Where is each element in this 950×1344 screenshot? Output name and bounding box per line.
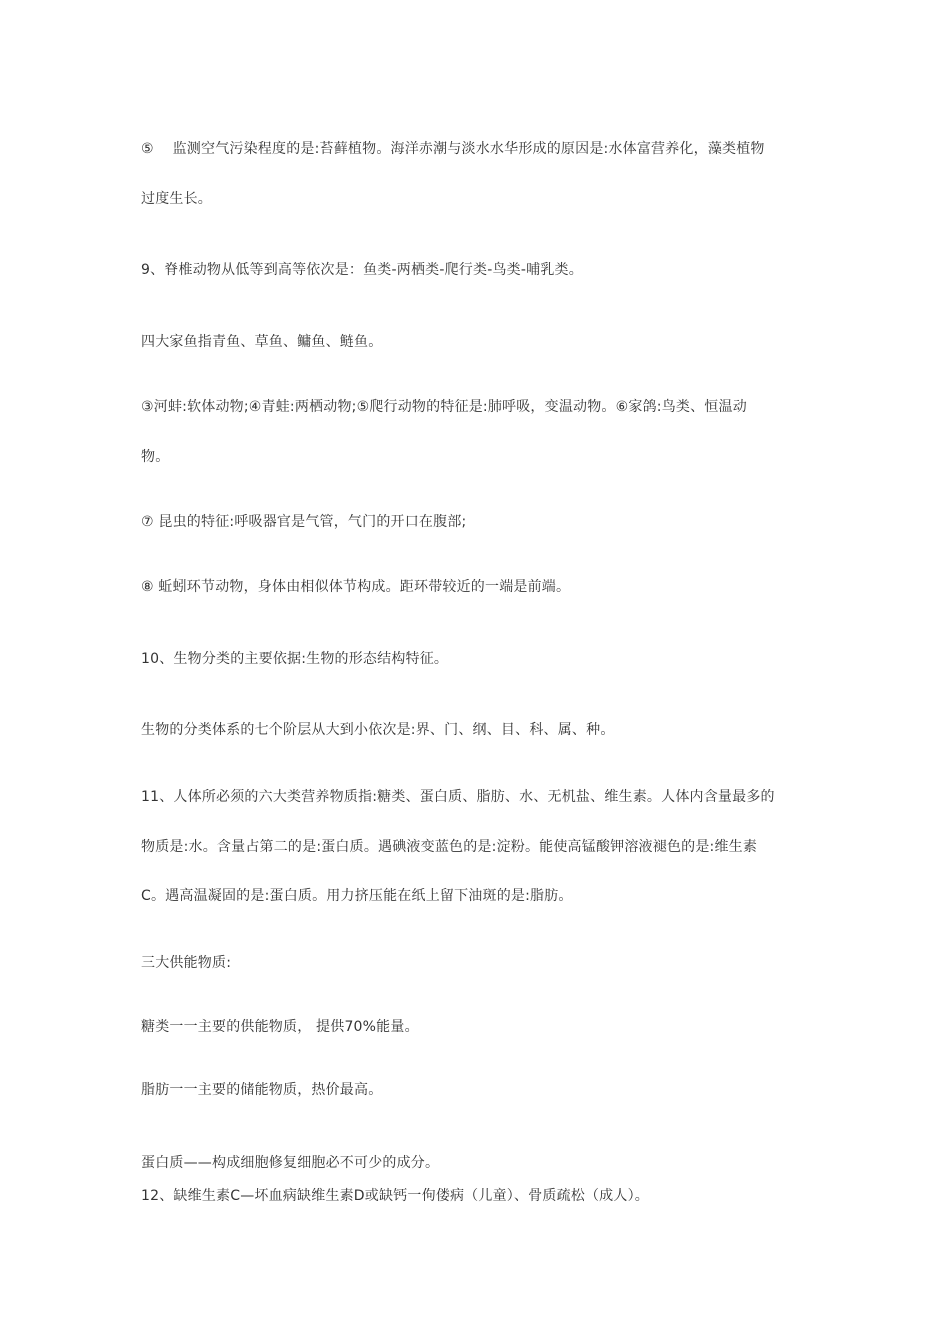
text-line-18: 12、缺维生素C—坏血病缺维生素D或缺钙一佝偻病（儿童）、骨质疏松（成人）。 — [141, 1188, 649, 1204]
text-line-4: 四大家鱼指青鱼、草鱼、鳙鱼、鲢鱼。 — [141, 334, 383, 350]
text-line-6: 物。 — [141, 449, 170, 465]
text-line-11: 11、人体所必须的六大类营养物质指:糖类、蛋白质、脂肪、水、无机盐、维生素。人体内含量最多的 — [141, 789, 775, 805]
text-line-1: ⑤ 监测空气污染程度的是:苔藓植物。海洋赤潮与淡水水华形成的原因是:水体富营养化，藻类植物 — [141, 141, 765, 157]
text-line-2: 过度生长。 — [141, 191, 212, 207]
text-line-5: ③河蚌:软体动物;④青蛙:两栖动物;⑤爬行动物的特征是:肺呼吸，变温动物。⑥家鸽:鸟类、恒温动 — [141, 399, 747, 415]
text-line-7: ⑦ 昆虫的特征:呼吸器官是气管，气门的开口在腹部; — [141, 514, 467, 530]
text-line-16: 脂肪一一主要的储能物质，热价最高。 — [141, 1082, 383, 1098]
text-line-13: C。遇高温凝固的是:蛋白质。用力挤压能在纸上留下油斑的是:脂肪。 — [141, 888, 573, 904]
text-line-12: 物质是:水。含量占第二的是:蛋白质。遇碘液变蓝色的是:淀粉。能使高锰酸钾溶液褪色的是:维生素 — [141, 839, 758, 855]
text-line-10: 生物的分类体系的七个阶层从大到小依次是:界、门、纲、目、科、属、种。 — [141, 722, 615, 738]
text-line-14: 三大供能物质: — [141, 955, 232, 971]
text-line-9: 10、生物分类的主要依据:生物的形态结构特征。 — [141, 651, 449, 667]
text-line-15: 糖类一一主要的供能物质， 提供70%能量。 — [141, 1019, 419, 1035]
text-line-3: 9、脊椎动物从低等到高等依次是：鱼类-两栖类-爬行类-鸟类-哺乳类。 — [141, 262, 583, 278]
text-line-8: ⑧ 蚯蚓环节动物，身体由相似体节构成。距环带较近的一端是前端。 — [141, 579, 571, 595]
text-line-17: 蛋白质——构成细胞修复细胞必不可少的成分。 — [141, 1155, 440, 1171]
